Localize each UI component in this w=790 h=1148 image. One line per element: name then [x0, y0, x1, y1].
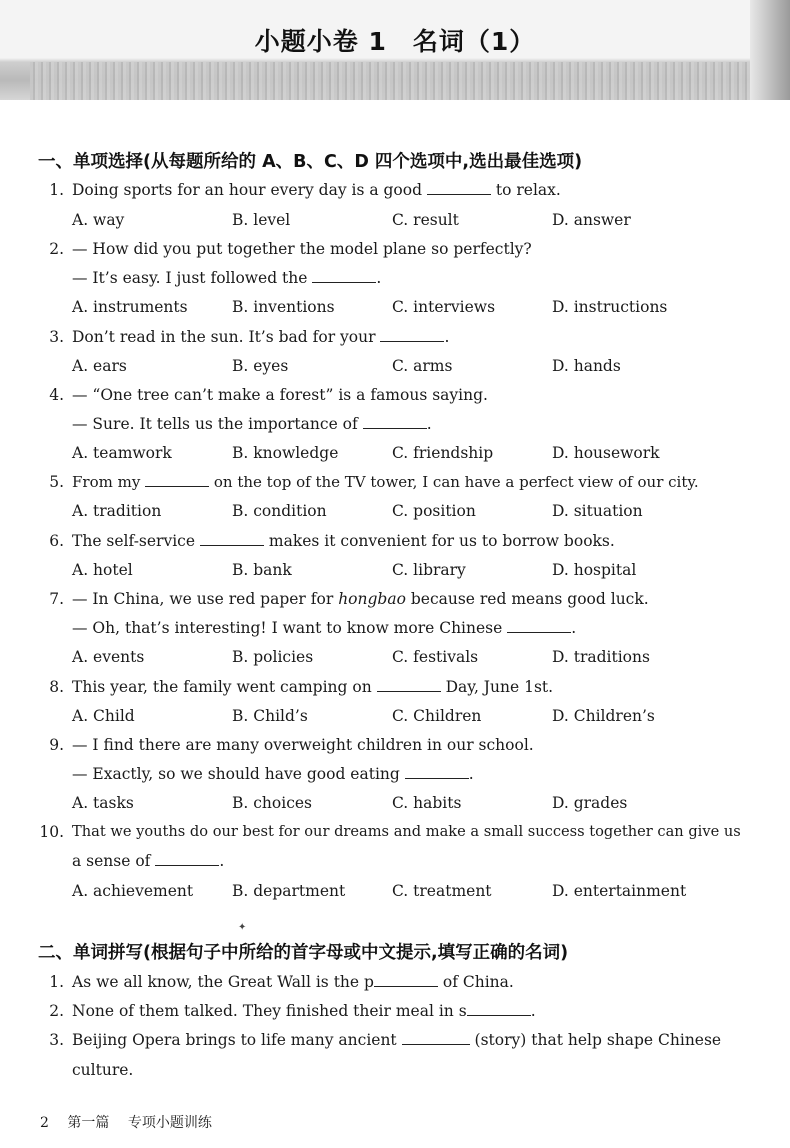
option-c: C. Children [392, 707, 482, 725]
option-c: C. interviews [392, 298, 496, 316]
page-footer [40, 1112, 226, 1132]
spelling-question-3-line-2: culture. [72, 1061, 134, 1079]
section-2-title: 二、单词拼写(根据句子中所给的首字母或中文提示,填写正确的名词) [38, 943, 569, 963]
answer-blank [374, 972, 438, 987]
option-a: A. hotel [72, 561, 133, 579]
question-9-line-1: — I find there are many overweight children in our school. [72, 736, 534, 754]
question-number: 2. [49, 240, 64, 258]
question-10-line-2: a sense of . [72, 852, 225, 870]
option-c: C. position [392, 502, 476, 520]
option-d: D. situation [552, 502, 643, 520]
option-a: A. achievement [72, 882, 194, 900]
question-number: 3. [49, 1031, 64, 1049]
footer-part: 第一篇 [67, 1115, 110, 1131]
footer-section: 专项小题训练 [127, 1115, 212, 1131]
question-6-text: The self-service makes it convenient for us to borrow books. [72, 532, 615, 550]
option-b: B. level [232, 211, 291, 229]
option-d: D. traditions [552, 648, 650, 666]
option-c: C. library [392, 561, 466, 579]
answer-blank [155, 851, 219, 866]
option-a: A. tradition [72, 502, 162, 520]
question-7-line-1: — In China, we use red paper for hongbao because red means good luck. [72, 590, 649, 608]
option-d: D. hospital [552, 561, 637, 579]
question-number: 3. [49, 328, 64, 346]
option-b: B. condition [232, 502, 327, 520]
spelling-question-2: None of them talked. They finished their meal in s . [72, 1002, 536, 1020]
option-c: C. habits [392, 794, 462, 812]
question-4-line-1: — “One tree can’t make a forest” is a famous saying. [72, 386, 488, 404]
answer-blank [312, 268, 376, 283]
question-1-text: Doing sports for an hour every day is a good to relax. [72, 181, 561, 199]
option-d: D. answer [552, 211, 631, 229]
answer-blank [145, 472, 209, 487]
option-a: A. Child [72, 707, 135, 725]
option-a: A. tasks [72, 794, 134, 812]
question-9-line-2: — Exactly, so we should have good eating . [72, 765, 474, 783]
answer-blank [380, 327, 444, 342]
option-d: D. hands [552, 357, 621, 375]
question-number: 5. [49, 473, 64, 491]
option-b: B. eyes [232, 357, 289, 375]
option-d: D. housework [552, 444, 660, 462]
option-c: C. treatment [392, 882, 492, 900]
option-d: D. grades [552, 794, 628, 812]
spelling-question-3: Beijing Opera brings to life many ancient (story) that help shape Chinese [72, 1031, 722, 1049]
option-c: C. result [392, 211, 459, 229]
page-title: 小题小卷 1 名词（1） [254, 27, 536, 56]
option-b: B. Child’s [232, 707, 308, 725]
option-d: D. entertainment [552, 882, 687, 900]
question-number: 4. [49, 386, 64, 404]
option-b: B. policies [232, 648, 314, 666]
question-number: 2. [49, 1002, 64, 1020]
question-number: 10. [39, 823, 64, 841]
option-c: C. festivals [392, 648, 479, 666]
header-band [30, 62, 750, 100]
question-3-text: Don’t read in the sun. It’s bad for your . [72, 328, 450, 346]
answer-blank [363, 414, 427, 429]
question-number: 1. [49, 181, 64, 199]
question-8-text: This year, the family went camping on Day, June 1st. [72, 678, 554, 696]
answer-blank [377, 677, 441, 692]
option-b: B. choices [232, 794, 313, 812]
question-number: 6. [49, 532, 64, 550]
option-a: A. way [72, 211, 125, 229]
question-number: 7. [49, 590, 64, 608]
answer-blank [402, 1030, 470, 1045]
answer-blank [405, 764, 469, 779]
italic-word: hongbao [338, 590, 406, 608]
question-number: 8. [49, 678, 64, 696]
answer-blank [507, 618, 571, 633]
option-b: B. inventions [232, 298, 335, 316]
question-10-line-1: That we youths do our best for our dreams and make a small success together can give us [72, 823, 741, 840]
option-d: D. Children’s [552, 707, 655, 725]
answer-blank [467, 1001, 531, 1016]
question-2-line-2: — It’s easy. I just followed the . [72, 269, 382, 287]
option-a: A. ears [72, 357, 127, 375]
page-number: 2 [40, 1115, 49, 1131]
question-number: 9. [49, 736, 64, 754]
option-b: B. bank [232, 561, 292, 579]
page-header [0, 0, 790, 100]
option-b: B. knowledge [232, 444, 339, 462]
option-a: A. instruments [72, 298, 188, 316]
option-d: D. instructions [552, 298, 668, 316]
spelling-question-1: As we all know, the Great Wall is the p of China. [72, 973, 514, 991]
answer-blank [427, 180, 491, 195]
option-a: A. events [72, 648, 145, 666]
scan-speck: ✦ [238, 922, 247, 933]
answer-blank [200, 531, 264, 546]
question-5-text: From my on the top of the TV tower, I can have a perfect view of our city. [72, 473, 699, 491]
option-c: C. friendship [392, 444, 494, 462]
question-4-line-2: — Sure. It tells us the importance of . [72, 415, 432, 433]
option-c: C. arms [392, 357, 453, 375]
option-b: B. department [232, 882, 346, 900]
question-number: 1. [49, 973, 64, 991]
question-2-line-1: — How did you put together the model plane so perfectly? [72, 240, 532, 258]
section-1-title: 一、单项选择(从每题所给的 A、B、C、D 四个选项中,选出最佳选项) [38, 152, 583, 172]
option-a: A. teamwork [72, 444, 172, 462]
question-7-line-2: — Oh, that’s interesting! I want to know more Chinese . [72, 619, 577, 637]
